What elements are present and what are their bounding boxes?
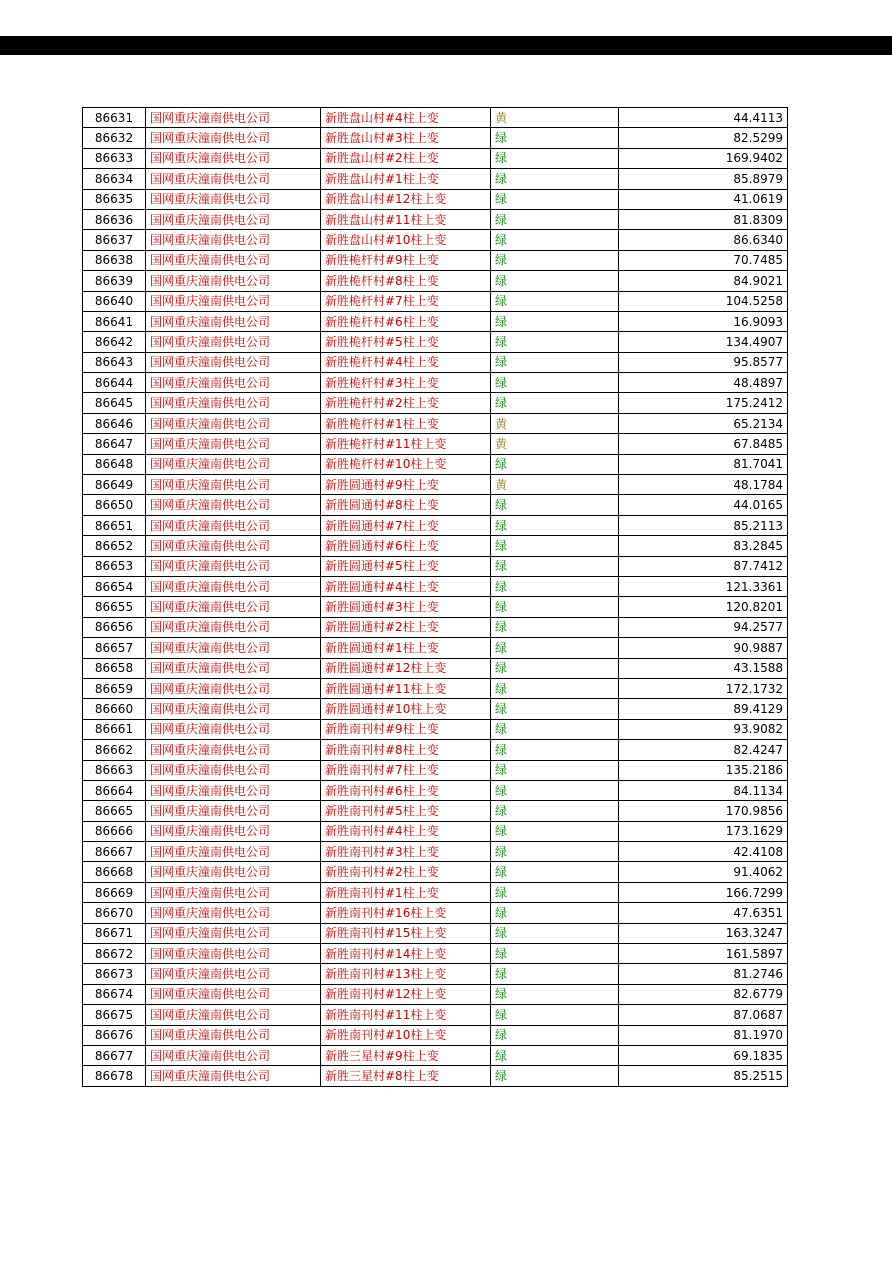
row-id-cell: 86658 xyxy=(83,658,146,678)
company-cell: 国网重庆潼南供电公司 xyxy=(146,332,321,352)
device-cell: 新胜桅杆村#1柱上变 xyxy=(321,413,491,433)
value-cell: 84.9021 xyxy=(619,271,788,291)
value-cell: 69.1835 xyxy=(619,1045,788,1065)
status-cell: 绿 xyxy=(491,556,619,576)
company-cell: 国网重庆潼南供电公司 xyxy=(146,964,321,984)
device-cell: 新胜南刊村#7柱上变 xyxy=(321,760,491,780)
company-cell: 国网重庆潼南供电公司 xyxy=(146,536,321,556)
status-cell: 绿 xyxy=(491,842,619,862)
device-cell: 新胜桅杆村#3柱上变 xyxy=(321,373,491,393)
company-cell: 国网重庆潼南供电公司 xyxy=(146,148,321,168)
row-id-cell: 86642 xyxy=(83,332,146,352)
company-cell: 国网重庆潼南供电公司 xyxy=(146,291,321,311)
table-row xyxy=(83,597,788,617)
device-cell: 新胜南刊村#2柱上变 xyxy=(321,862,491,882)
device-cell: 新胜桅杆村#8柱上变 xyxy=(321,271,491,291)
status-cell: 绿 xyxy=(491,352,619,372)
status-cell: 黄 xyxy=(491,434,619,454)
company-cell: 国网重庆潼南供电公司 xyxy=(146,617,321,637)
device-cell: 新胜南刊村#3柱上变 xyxy=(321,842,491,862)
status-cell: 绿 xyxy=(491,678,619,698)
value-cell: 87.0687 xyxy=(619,1005,788,1025)
status-cell: 绿 xyxy=(491,332,619,352)
device-cell: 新胜南刊村#8柱上变 xyxy=(321,740,491,760)
table-row xyxy=(83,291,788,311)
table-row xyxy=(83,373,788,393)
value-cell: 94.2577 xyxy=(619,617,788,637)
status-cell: 绿 xyxy=(491,597,619,617)
device-cell: 新胜南刊村#9柱上变 xyxy=(321,719,491,739)
device-cell: 新胜南刊村#10柱上变 xyxy=(321,1025,491,1045)
row-id-cell: 86650 xyxy=(83,495,146,515)
row-id-cell: 86659 xyxy=(83,678,146,698)
table-row xyxy=(83,1066,788,1086)
company-cell: 国网重庆潼南供电公司 xyxy=(146,862,321,882)
device-cell: 新胜盘山村#3柱上变 xyxy=(321,128,491,148)
status-cell: 绿 xyxy=(491,393,619,413)
table-row xyxy=(83,475,788,495)
company-cell: 国网重庆潼南供电公司 xyxy=(146,373,321,393)
row-id-cell: 86645 xyxy=(83,393,146,413)
row-id-cell: 86671 xyxy=(83,923,146,943)
row-id-cell: 86670 xyxy=(83,903,146,923)
row-id-cell: 86663 xyxy=(83,760,146,780)
company-cell: 国网重庆潼南供电公司 xyxy=(146,434,321,454)
row-id-cell: 86660 xyxy=(83,699,146,719)
status-cell: 绿 xyxy=(491,1025,619,1045)
table-row xyxy=(83,740,788,760)
value-cell: 163.3247 xyxy=(619,923,788,943)
value-cell: 82.5299 xyxy=(619,128,788,148)
status-cell: 绿 xyxy=(491,882,619,902)
value-cell: 87.7412 xyxy=(619,556,788,576)
status-cell: 绿 xyxy=(491,250,619,270)
table-row xyxy=(83,964,788,984)
status-cell: 绿 xyxy=(491,271,619,291)
table-row xyxy=(83,434,788,454)
device-cell: 新胜圆通村#9柱上变 xyxy=(321,475,491,495)
table-row xyxy=(83,760,788,780)
status-cell: 绿 xyxy=(491,454,619,474)
table-row xyxy=(83,536,788,556)
value-cell: 65.2134 xyxy=(619,413,788,433)
status-cell: 绿 xyxy=(491,230,619,250)
value-cell: 44.0165 xyxy=(619,495,788,515)
company-cell: 国网重庆潼南供电公司 xyxy=(146,515,321,535)
device-cell: 新胜圆通村#6柱上变 xyxy=(321,536,491,556)
table-row xyxy=(83,250,788,270)
device-cell: 新胜南刊村#5柱上变 xyxy=(321,801,491,821)
value-cell: 83.2845 xyxy=(619,536,788,556)
company-cell: 国网重庆潼南供电公司 xyxy=(146,842,321,862)
row-id-cell: 86675 xyxy=(83,1005,146,1025)
company-cell: 国网重庆潼南供电公司 xyxy=(146,658,321,678)
value-cell: 104.5258 xyxy=(619,291,788,311)
status-cell: 黄 xyxy=(491,475,619,495)
company-cell: 国网重庆潼南供电公司 xyxy=(146,801,321,821)
data-table xyxy=(82,107,788,1087)
table-row xyxy=(83,842,788,862)
status-cell: 绿 xyxy=(491,740,619,760)
device-cell: 新胜圆通村#12柱上变 xyxy=(321,658,491,678)
row-id-cell: 86634 xyxy=(83,169,146,189)
table-row xyxy=(83,128,788,148)
company-cell: 国网重庆潼南供电公司 xyxy=(146,475,321,495)
company-cell: 国网重庆潼南供电公司 xyxy=(146,169,321,189)
device-cell: 新胜盘山村#4柱上变 xyxy=(321,108,491,128)
device-cell: 新胜桅杆村#5柱上变 xyxy=(321,332,491,352)
status-cell: 绿 xyxy=(491,169,619,189)
company-cell: 国网重庆潼南供电公司 xyxy=(146,495,321,515)
company-cell: 国网重庆潼南供电公司 xyxy=(146,413,321,433)
status-cell: 绿 xyxy=(491,495,619,515)
row-id-cell: 86649 xyxy=(83,475,146,495)
value-cell: 85.2113 xyxy=(619,515,788,535)
row-id-cell: 86633 xyxy=(83,148,146,168)
row-id-cell: 86657 xyxy=(83,638,146,658)
row-id-cell: 86655 xyxy=(83,597,146,617)
company-cell: 国网重庆潼南供电公司 xyxy=(146,719,321,739)
value-cell: 82.6779 xyxy=(619,984,788,1004)
status-cell: 绿 xyxy=(491,311,619,331)
row-id-cell: 86632 xyxy=(83,128,146,148)
device-cell: 新胜盘山村#1柱上变 xyxy=(321,169,491,189)
table-row xyxy=(83,780,788,800)
value-cell: 84.1134 xyxy=(619,780,788,800)
company-cell: 国网重庆潼南供电公司 xyxy=(146,1025,321,1045)
company-cell: 国网重庆潼南供电公司 xyxy=(146,230,321,250)
table-row xyxy=(83,515,788,535)
value-cell: 172.1732 xyxy=(619,678,788,698)
row-id-cell: 86664 xyxy=(83,780,146,800)
value-cell: 41.0619 xyxy=(619,189,788,209)
value-cell: 43.1588 xyxy=(619,658,788,678)
value-cell: 121.3361 xyxy=(619,576,788,596)
company-cell: 国网重庆潼南供电公司 xyxy=(146,923,321,943)
status-cell: 绿 xyxy=(491,821,619,841)
table-row xyxy=(83,413,788,433)
table-row xyxy=(83,658,788,678)
value-cell: 48.4897 xyxy=(619,373,788,393)
device-cell: 新胜圆通村#8柱上变 xyxy=(321,495,491,515)
status-cell: 绿 xyxy=(491,1045,619,1065)
table-row xyxy=(83,617,788,637)
row-id-cell: 86661 xyxy=(83,719,146,739)
value-cell: 95.8577 xyxy=(619,352,788,372)
value-cell: 81.2746 xyxy=(619,964,788,984)
device-cell: 新胜桅杆村#2柱上变 xyxy=(321,393,491,413)
device-cell: 新胜桅杆村#7柱上变 xyxy=(321,291,491,311)
table-row xyxy=(83,903,788,923)
row-id-cell: 86673 xyxy=(83,964,146,984)
device-cell: 新胜圆通村#7柱上变 xyxy=(321,515,491,535)
device-cell: 新胜圆通村#10柱上变 xyxy=(321,699,491,719)
company-cell: 国网重庆潼南供电公司 xyxy=(146,903,321,923)
device-cell: 新胜圆通村#2柱上变 xyxy=(321,617,491,637)
company-cell: 国网重庆潼南供电公司 xyxy=(146,271,321,291)
row-id-cell: 86648 xyxy=(83,454,146,474)
row-id-cell: 86639 xyxy=(83,271,146,291)
table-row xyxy=(83,311,788,331)
device-cell: 新胜盘山村#12柱上变 xyxy=(321,189,491,209)
status-cell: 绿 xyxy=(491,617,619,637)
table-row xyxy=(83,984,788,1004)
device-cell: 新胜圆通村#1柱上变 xyxy=(321,638,491,658)
row-id-cell: 86662 xyxy=(83,740,146,760)
value-cell: 47.6351 xyxy=(619,903,788,923)
company-cell: 国网重庆潼南供电公司 xyxy=(146,128,321,148)
status-cell: 绿 xyxy=(491,373,619,393)
status-cell: 绿 xyxy=(491,658,619,678)
value-cell: 161.5897 xyxy=(619,944,788,964)
company-cell: 国网重庆潼南供电公司 xyxy=(146,209,321,229)
company-cell: 国网重庆潼南供电公司 xyxy=(146,1066,321,1086)
table-body xyxy=(83,108,788,1087)
device-cell: 新胜南刊村#11柱上变 xyxy=(321,1005,491,1025)
row-id-cell: 86677 xyxy=(83,1045,146,1065)
value-cell: 86.6340 xyxy=(619,230,788,250)
status-cell: 绿 xyxy=(491,719,619,739)
row-id-cell: 86676 xyxy=(83,1025,146,1045)
device-cell: 新胜南刊村#13柱上变 xyxy=(321,964,491,984)
device-cell: 新胜桅杆村#11柱上变 xyxy=(321,434,491,454)
table-row xyxy=(83,862,788,882)
table-row xyxy=(83,332,788,352)
device-cell: 新胜盘山村#11柱上变 xyxy=(321,209,491,229)
status-cell: 绿 xyxy=(491,148,619,168)
status-cell: 绿 xyxy=(491,189,619,209)
company-cell: 国网重庆潼南供电公司 xyxy=(146,760,321,780)
status-cell: 绿 xyxy=(491,209,619,229)
table-row xyxy=(83,944,788,964)
status-cell: 绿 xyxy=(491,862,619,882)
table-row xyxy=(83,801,788,821)
status-cell: 黄 xyxy=(491,413,619,433)
company-cell: 国网重庆潼南供电公司 xyxy=(146,678,321,698)
device-cell: 新胜南刊村#6柱上变 xyxy=(321,780,491,800)
value-cell: 170.9856 xyxy=(619,801,788,821)
status-cell: 绿 xyxy=(491,760,619,780)
table-row xyxy=(83,678,788,698)
status-cell: 绿 xyxy=(491,536,619,556)
row-id-cell: 86640 xyxy=(83,291,146,311)
row-id-cell: 86651 xyxy=(83,515,146,535)
value-cell: 85.2515 xyxy=(619,1066,788,1086)
device-cell: 新胜三星村#9柱上变 xyxy=(321,1045,491,1065)
status-cell: 绿 xyxy=(491,780,619,800)
row-id-cell: 86644 xyxy=(83,373,146,393)
value-cell: 91.4062 xyxy=(619,862,788,882)
company-cell: 国网重庆潼南供电公司 xyxy=(146,638,321,658)
status-cell: 绿 xyxy=(491,128,619,148)
device-cell: 新胜圆通村#3柱上变 xyxy=(321,597,491,617)
status-cell: 绿 xyxy=(491,291,619,311)
row-id-cell: 86669 xyxy=(83,882,146,902)
company-cell: 国网重庆潼南供电公司 xyxy=(146,250,321,270)
row-id-cell: 86653 xyxy=(83,556,146,576)
row-id-cell: 86641 xyxy=(83,311,146,331)
status-cell: 绿 xyxy=(491,699,619,719)
status-cell: 绿 xyxy=(491,801,619,821)
table-row xyxy=(83,454,788,474)
table-row xyxy=(83,495,788,515)
status-cell: 绿 xyxy=(491,1066,619,1086)
value-cell: 173.1629 xyxy=(619,821,788,841)
table-row xyxy=(83,209,788,229)
row-id-cell: 86638 xyxy=(83,250,146,270)
table-row xyxy=(83,230,788,250)
value-cell: 67.8485 xyxy=(619,434,788,454)
value-cell: 81.1970 xyxy=(619,1025,788,1045)
row-id-cell: 86674 xyxy=(83,984,146,1004)
status-cell: 绿 xyxy=(491,984,619,1004)
company-cell: 国网重庆潼南供电公司 xyxy=(146,699,321,719)
table-row xyxy=(83,352,788,372)
device-cell: 新胜圆通村#4柱上变 xyxy=(321,576,491,596)
table-row xyxy=(83,1005,788,1025)
row-id-cell: 86652 xyxy=(83,536,146,556)
value-cell: 90.9887 xyxy=(619,638,788,658)
row-id-cell: 86666 xyxy=(83,821,146,841)
company-cell: 国网重庆潼南供电公司 xyxy=(146,984,321,1004)
row-id-cell: 86646 xyxy=(83,413,146,433)
company-cell: 国网重庆潼南供电公司 xyxy=(146,393,321,413)
table-row xyxy=(83,719,788,739)
top-black-bar xyxy=(0,36,892,55)
device-cell: 新胜南刊村#4柱上变 xyxy=(321,821,491,841)
status-cell: 黄 xyxy=(491,108,619,128)
device-cell: 新胜南刊村#14柱上变 xyxy=(321,944,491,964)
row-id-cell: 86636 xyxy=(83,209,146,229)
device-cell: 新胜南刊村#1柱上变 xyxy=(321,882,491,902)
device-cell: 新胜圆通村#5柱上变 xyxy=(321,556,491,576)
row-id-cell: 86672 xyxy=(83,944,146,964)
company-cell: 国网重庆潼南供电公司 xyxy=(146,352,321,372)
row-id-cell: 86654 xyxy=(83,576,146,596)
status-cell: 绿 xyxy=(491,944,619,964)
row-id-cell: 86656 xyxy=(83,617,146,637)
value-cell: 93.9082 xyxy=(619,719,788,739)
company-cell: 国网重庆潼南供电公司 xyxy=(146,1045,321,1065)
device-cell: 新胜三星村#8柱上变 xyxy=(321,1066,491,1086)
row-id-cell: 86678 xyxy=(83,1066,146,1086)
status-cell: 绿 xyxy=(491,903,619,923)
status-cell: 绿 xyxy=(491,1005,619,1025)
value-cell: 175.2412 xyxy=(619,393,788,413)
value-cell: 135.2186 xyxy=(619,760,788,780)
row-id-cell: 86665 xyxy=(83,801,146,821)
company-cell: 国网重庆潼南供电公司 xyxy=(146,882,321,902)
device-cell: 新胜桅杆村#9柱上变 xyxy=(321,250,491,270)
company-cell: 国网重庆潼南供电公司 xyxy=(146,311,321,331)
value-cell: 81.7041 xyxy=(619,454,788,474)
table-row xyxy=(83,821,788,841)
device-cell: 新胜盘山村#10柱上变 xyxy=(321,230,491,250)
company-cell: 国网重庆潼南供电公司 xyxy=(146,556,321,576)
value-cell: 16.9093 xyxy=(619,311,788,331)
table-row xyxy=(83,393,788,413)
table-row xyxy=(83,169,788,189)
table-row xyxy=(83,923,788,943)
status-cell: 绿 xyxy=(491,515,619,535)
status-cell: 绿 xyxy=(491,964,619,984)
device-cell: 新胜南刊村#12柱上变 xyxy=(321,984,491,1004)
row-id-cell: 86635 xyxy=(83,189,146,209)
row-id-cell: 86668 xyxy=(83,862,146,882)
status-cell: 绿 xyxy=(491,923,619,943)
company-cell: 国网重庆潼南供电公司 xyxy=(146,821,321,841)
table-row xyxy=(83,271,788,291)
device-cell: 新胜南刊村#16柱上变 xyxy=(321,903,491,923)
row-id-cell: 86647 xyxy=(83,434,146,454)
value-cell: 166.7299 xyxy=(619,882,788,902)
table-row xyxy=(83,556,788,576)
status-cell: 绿 xyxy=(491,576,619,596)
value-cell: 82.4247 xyxy=(619,740,788,760)
company-cell: 国网重庆潼南供电公司 xyxy=(146,454,321,474)
status-cell: 绿 xyxy=(491,638,619,658)
company-cell: 国网重庆潼南供电公司 xyxy=(146,189,321,209)
value-cell: 169.9402 xyxy=(619,148,788,168)
device-cell: 新胜圆通村#11柱上变 xyxy=(321,678,491,698)
row-id-cell: 86643 xyxy=(83,352,146,372)
value-cell: 70.7485 xyxy=(619,250,788,270)
device-cell: 新胜桅杆村#10柱上变 xyxy=(321,454,491,474)
value-cell: 120.8201 xyxy=(619,597,788,617)
device-cell: 新胜南刊村#15柱上变 xyxy=(321,923,491,943)
company-cell: 国网重庆潼南供电公司 xyxy=(146,1005,321,1025)
company-cell: 国网重庆潼南供电公司 xyxy=(146,944,321,964)
value-cell: 42.4108 xyxy=(619,842,788,862)
row-id-cell: 86631 xyxy=(83,108,146,128)
table-row xyxy=(83,1025,788,1045)
table-row xyxy=(83,1045,788,1065)
table-row xyxy=(83,189,788,209)
value-cell: 81.8309 xyxy=(619,209,788,229)
value-cell: 85.8979 xyxy=(619,169,788,189)
company-cell: 国网重庆潼南供电公司 xyxy=(146,108,321,128)
company-cell: 国网重庆潼南供电公司 xyxy=(146,740,321,760)
table-row xyxy=(83,638,788,658)
row-id-cell: 86667 xyxy=(83,842,146,862)
device-cell: 新胜桅杆村#6柱上变 xyxy=(321,311,491,331)
value-cell: 134.4907 xyxy=(619,332,788,352)
value-cell: 44.4113 xyxy=(619,108,788,128)
table-row xyxy=(83,576,788,596)
table-row xyxy=(83,699,788,719)
company-cell: 国网重庆潼南供电公司 xyxy=(146,576,321,596)
table-row xyxy=(83,108,788,128)
row-id-cell: 86637 xyxy=(83,230,146,250)
value-cell: 48.1784 xyxy=(619,475,788,495)
value-cell: 89.4129 xyxy=(619,699,788,719)
table-row xyxy=(83,882,788,902)
company-cell: 国网重庆潼南供电公司 xyxy=(146,780,321,800)
device-cell: 新胜桅杆村#4柱上变 xyxy=(321,352,491,372)
company-cell: 国网重庆潼南供电公司 xyxy=(146,597,321,617)
device-cell: 新胜盘山村#2柱上变 xyxy=(321,148,491,168)
table-row xyxy=(83,148,788,168)
